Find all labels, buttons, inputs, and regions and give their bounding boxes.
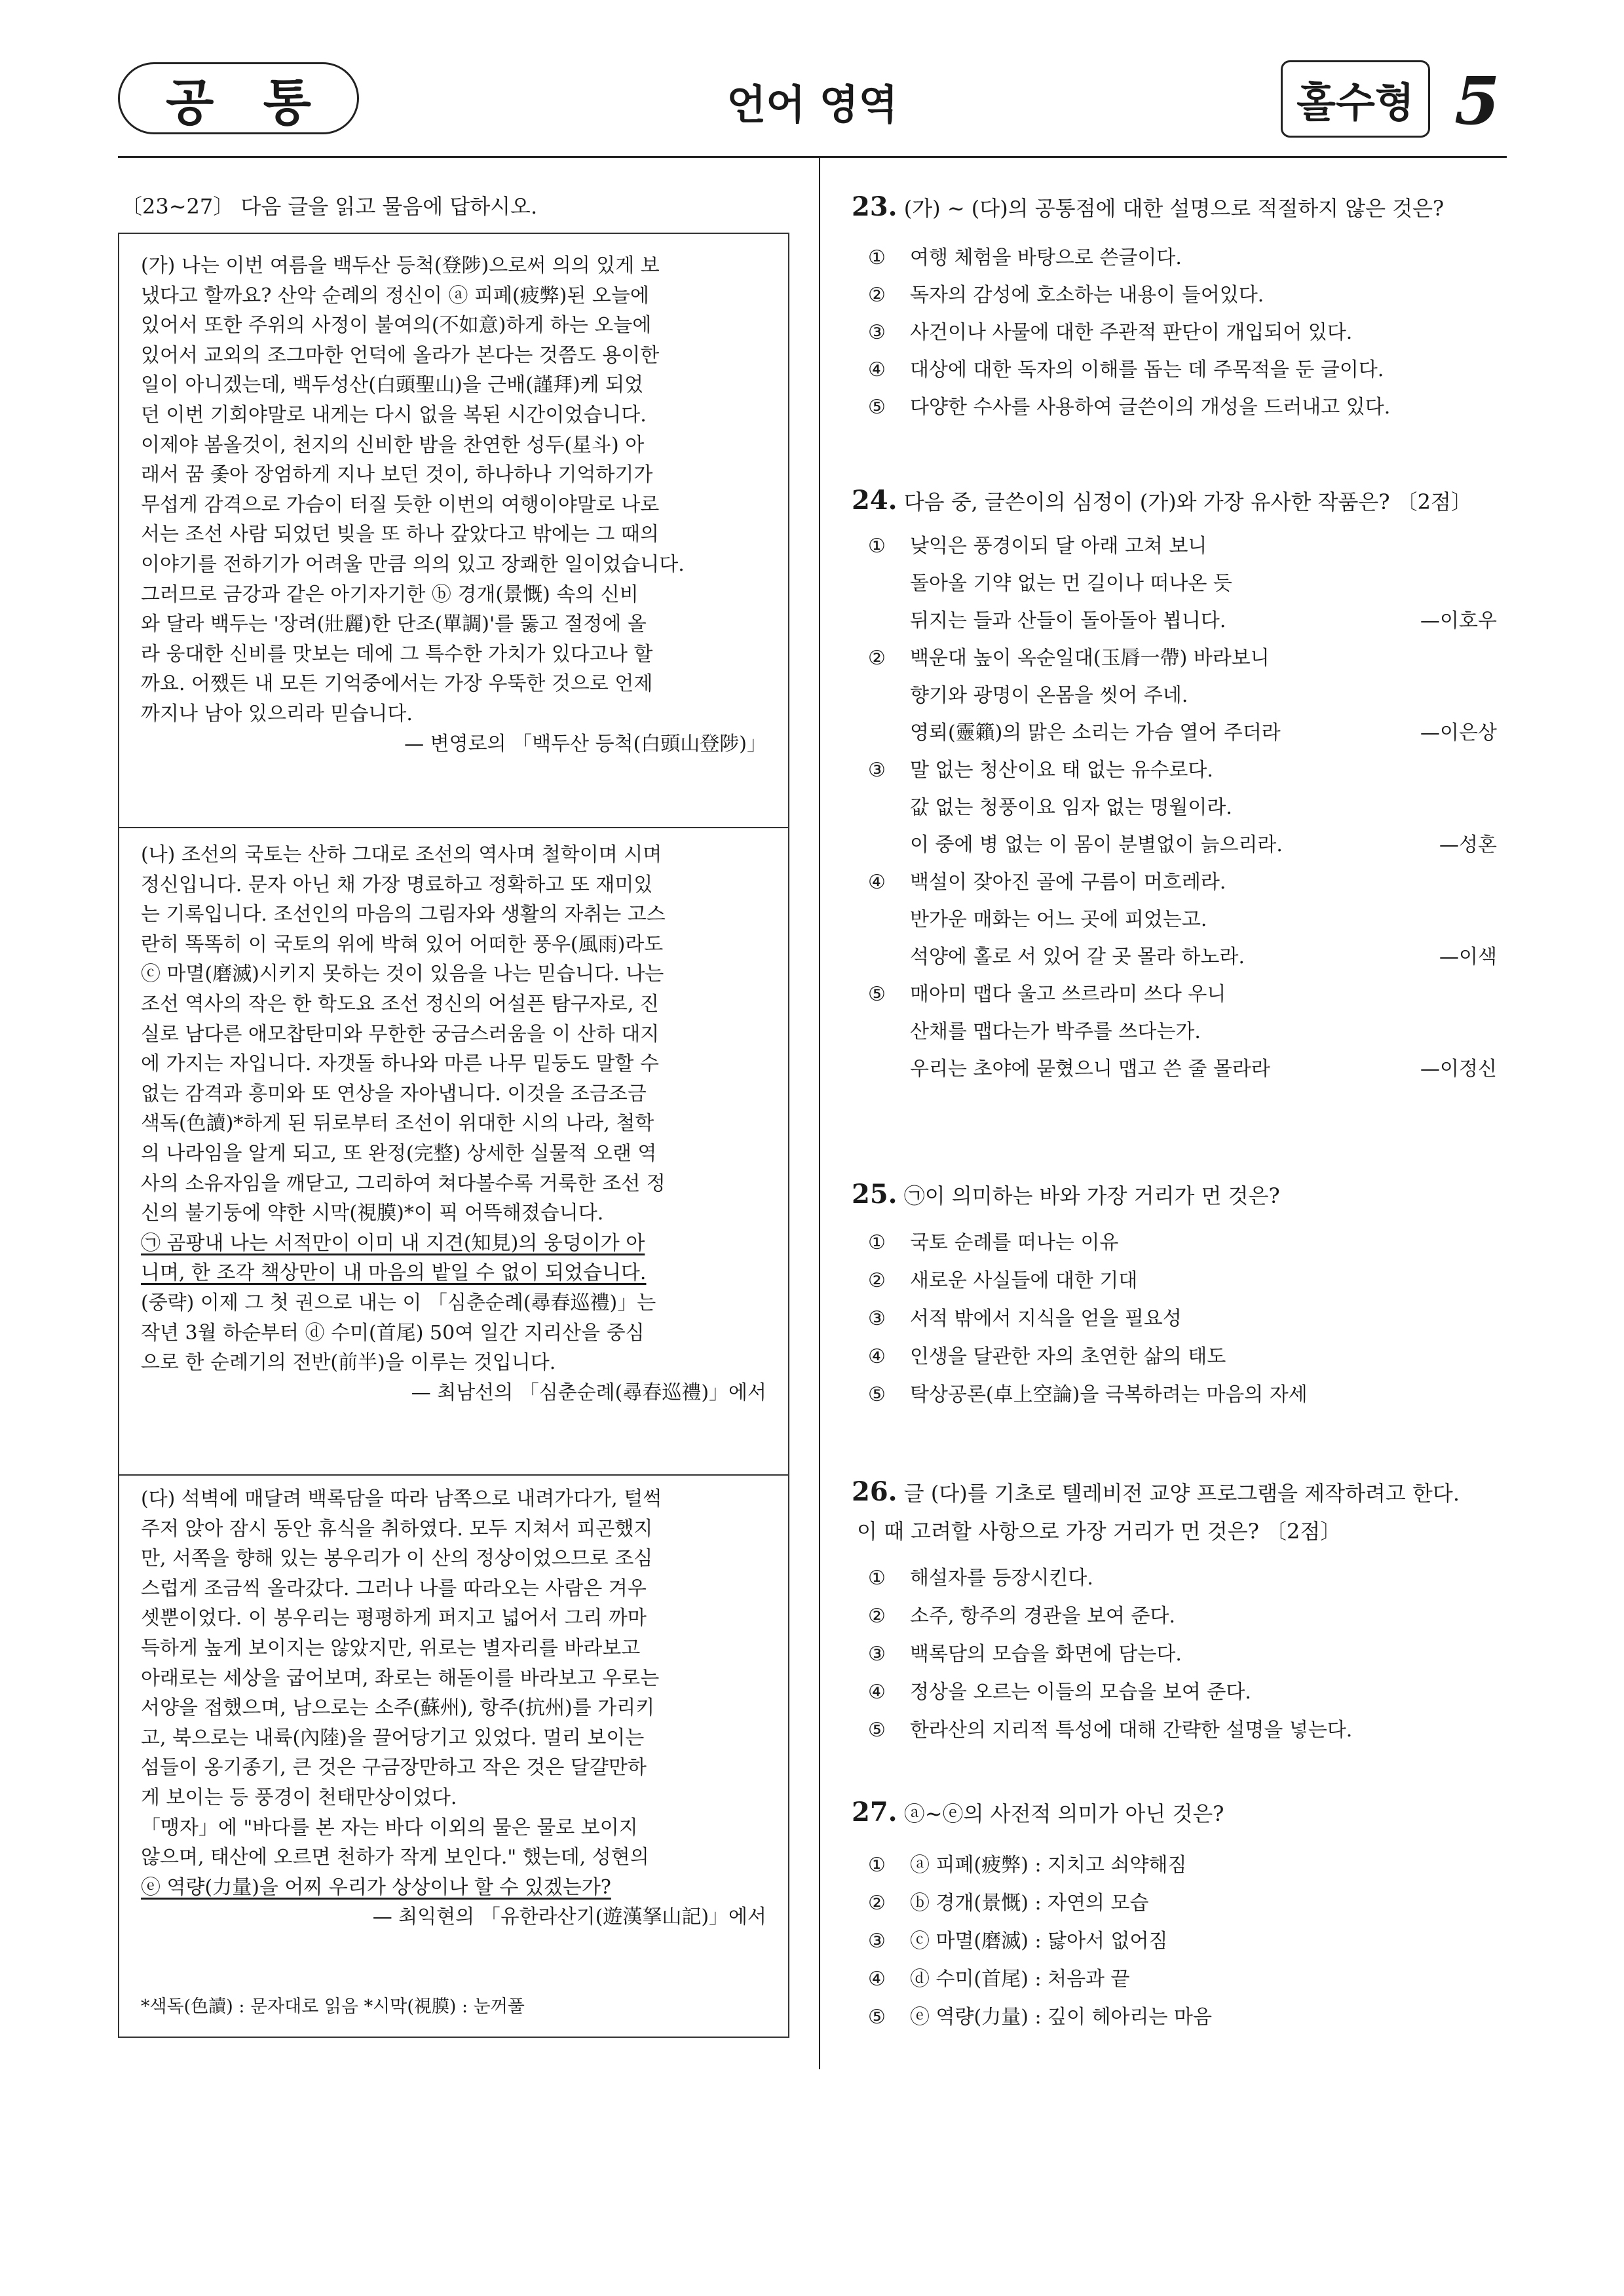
option[interactable]: ② 새로운 사실들에 대한 기대 (868, 1269, 1138, 1292)
question-number: 26. (852, 1476, 897, 1507)
poem-author: —성혼 (1439, 833, 1497, 856)
option[interactable]: ④ 인생을 달관한 자의 초연한 삶의 태도 (868, 1345, 1226, 1368)
passage-line: ⓒ 마멸(磨滅)시키지 못하는 것이 있음을 나는 믿습니다. 나는 (141, 963, 664, 986)
question-27 (852, 1795, 1507, 1831)
passage-separator (118, 1474, 789, 1476)
question-23 (852, 190, 1507, 225)
passage-line: 는 기록입니다. 조선인의 마음의 그림자와 생활의 자취는 고스 (141, 903, 666, 927)
passage-line: 이제야 봄올것이, 천지의 신비한 밤을 찬연한 성두(星斗) 아 (141, 433, 645, 457)
poem-author: —이호우 (1420, 609, 1497, 632)
header-rule (118, 156, 1507, 158)
q23-options (868, 239, 1497, 426)
passage-line: 서양을 접했으며, 남으로는 소주(蘇州), 항주(抗州)를 가리키 (141, 1696, 655, 1720)
option[interactable]: ④ ⓓ 수미(首尾) : 처음과 끝 (868, 1968, 1130, 1991)
passage-line: 일이 아니겠는데, 백두성산(白頭聖山)을 근배(謹拜)케 되었 (141, 373, 644, 397)
passage-na (141, 840, 766, 1407)
option[interactable]: ① 낮익은 풍경이되 달 아래 고쳐 보니 돌아올 기약 없는 먼 길이나 떠나온 듯 뒤지는 들과 산들이 돌아돌아 뵙니다. —이호우 (868, 527, 1497, 640)
form-type-badge: 홀수형 (1281, 60, 1430, 138)
passage-line: 그러므로 금강과 같은 아기자기한 ⓑ 경개(景慨) 속의 신비 (141, 583, 639, 606)
question-stem: 글 (다)를 기초로 텔레비전 교양 프로그램을 제작하려고 한다. (903, 1481, 1460, 1506)
passage-line: 없는 감격과 흥미와 또 연상을 자아냅니다. 이것을 조금조금 (141, 1082, 647, 1105)
page-number: 5 (1454, 62, 1500, 140)
question-25 (852, 1177, 1507, 1213)
option[interactable]: ① 국토 순례를 떠나는 이유 (868, 1231, 1119, 1254)
question-26 (852, 1473, 1507, 1550)
passage-line: 실로 남다른 애모찹탄미와 무한한 궁금스러움을 이 산하 대지 (141, 1022, 660, 1046)
passage-line: 득하게 높게 보이지는 않았지만, 위로는 별자리를 바라보고 (141, 1636, 641, 1660)
option[interactable]: ⑤ 매아미 맵다 울고 쓰르라미 쓰다 우니 산채를 맵다는가 박주를 쓰다는가. 우리는 초야에 묻혔으니 맵고 쓴 줄 몰라라 —이정신 (868, 976, 1497, 1088)
passage-line: 「맹자」에 "바다를 본 자는 바다 이외의 물은 물로 보이지 (141, 1816, 638, 1839)
question-number: 23. (852, 191, 897, 222)
option[interactable]: ③ 사건이나 사물에 대한 주관적 판단이 개입되어 있다. (868, 321, 1353, 344)
passage-line: 작년 3월 하순부터 ⓓ 수미(首尾) 50여 일간 지리산을 중심 (141, 1321, 645, 1345)
passage-line: 색독(色讀)*하게 된 뒤로부터 조선이 위대한 시의 나라, 철학 (141, 1112, 654, 1136)
passage-line: 란히 똑똑히 이 국토의 위에 박혀 있어 어떠한 풍우(風雨)라도 (141, 932, 664, 956)
passage-line: 서는 조선 사람 되었던 빚을 또 하나 갚았다고 밖에는 그 때의 (141, 523, 659, 546)
passage-line: (중략) 이제 그 첫 권으로 내는 이 「심춘순례(尋春巡禮)」는 (141, 1291, 656, 1314)
question-number: 24. (852, 485, 897, 516)
underlined-passage-line: ㉠ 곰팡내 나는 서적만이 이미 내 지견(知見)의 웅덩이가 아 (141, 1231, 645, 1255)
passage-line: 사의 소유자임을 깨닫고, 그리하여 쳐다볼수록 거룩한 조선 정 (141, 1172, 666, 1195)
question-stem: ㉠이 의미하는 바와 가장 거리가 먼 것은? (903, 1183, 1280, 1208)
option[interactable]: ⑤ ⓔ 역량(力量) : 깊이 헤아리는 마음 (868, 2006, 1212, 2029)
q26-options (868, 1559, 1497, 1750)
passage-source: — 변영로의 「백두산 등척(白頭山登陟)」 (404, 732, 766, 756)
passage-line: 무섭게 감격으로 가슴이 터질 듯한 이번의 여행이야말로 나로 (141, 493, 660, 516)
question-stem-continued: 이 때 고려할 사항으로 가장 거리가 먼 것은? 〔2점〕 (857, 1519, 1342, 1544)
passage-line: 이야기를 전하기가 어려울 만큼 의의 있고 장쾌한 일이었습니다. (141, 552, 685, 576)
option[interactable]: ③ ⓒ 마멸(磨滅) : 닳아서 없어짐 (868, 1930, 1168, 1953)
option[interactable]: ② 소주, 항주의 경관을 보여 준다. (868, 1605, 1175, 1628)
passage-line: 와 달라 백두는 '장려(壯麗)한 단조(單調)'를 뚫고 절정에 올 (141, 613, 647, 636)
passage-line: 스럽게 조금씩 올라갔다. 그러나 나를 따라오는 사람은 겨우 (141, 1577, 647, 1600)
passage-line: 않으며, 태산에 오르면 천하가 작게 보인다." 했는데, 성현의 (141, 1846, 649, 1869)
question-24 (852, 484, 1507, 519)
option[interactable]: ③ 말 없는 청산이요 태 없는 유수로다. 값 없는 청풍이요 임자 없는 명월이라. 이 중에 병 없는 이 몸이 분별없이 늙으리라. —성혼 (868, 752, 1497, 864)
q24-options (868, 527, 1497, 1088)
passage-line: 던 이번 기회야말로 내게는 다시 없을 복된 시간이었습니다. (141, 403, 647, 427)
subject-badge (118, 62, 359, 134)
q27-options (868, 1846, 1497, 2037)
passage-ga (141, 251, 766, 759)
passage-line: 으로 한 순례기의 전반(前半)을 이루는 것입니다. (141, 1351, 556, 1375)
passage-line: 에 가지는 자입니다. 자갯돌 하나와 마른 나무 밑둥도 말할 수 (141, 1052, 659, 1076)
question-stem: (가) ∼ (다)의 공통점에 대한 설명으로 적절하지 않은 것은? (903, 196, 1445, 221)
poem-author: —이은상 (1420, 721, 1497, 744)
question-stem: 다음 중, 글쓴이의 심정이 (가)와 가장 유사한 작품은? 〔2점〕 (903, 489, 1472, 514)
passage-da (141, 1484, 766, 1932)
question-number: 25. (852, 1179, 897, 1210)
passage-line: 셋뿐이었다. 이 봉우리는 평평하게 퍼지고 넓어서 그리 까마 (141, 1607, 647, 1630)
subject-right: 통 (263, 73, 311, 132)
option[interactable]: ② ⓑ 경개(景慨) : 자연의 모습 (868, 1892, 1149, 1915)
underlined-passage-line: 니며, 한 조각 책상만이 내 마음의 밭일 수 없이 되었습니다. (141, 1261, 647, 1285)
passage-line: 섬들이 옹기종기, 큰 것은 구금장만하고 작은 것은 달걀만하 (141, 1756, 647, 1780)
passage-line: 조선 역사의 작은 한 학도요 조선 정신의 어설픈 탐구자로, 진 (141, 992, 659, 1016)
q25-options (868, 1224, 1497, 1414)
option[interactable]: ③ 서적 밖에서 지식을 얻을 필요성 (868, 1307, 1182, 1330)
passage-line: 만, 서쪽을 향해 있는 봉우리가 이 산의 정상이었으므로 조심 (141, 1547, 653, 1571)
passage-separator (118, 827, 789, 828)
passage-source: — 최익현의 「유한라산기(遊漢拏山記)」에서 (372, 1905, 766, 1929)
passage-line: 게 보이는 등 풍경이 천태만상이었다. (141, 1786, 457, 1809)
option[interactable]: ④ 정상을 오르는 이들의 모습을 보여 준다. (868, 1681, 1251, 1704)
subject-left: 공 (166, 73, 214, 132)
page-title: 언어 영역 (727, 81, 898, 128)
passage-line: 의 나라임을 알게 되고, 또 완정(完整) 상세한 실물적 오랜 역 (141, 1141, 657, 1165)
passage-line: 있어서 교외의 조그마한 언덕에 올라가 본다는 것쯤도 용이한 (141, 343, 660, 367)
option[interactable]: ③ 백록담의 모습을 화면에 담는다. (868, 1643, 1182, 1666)
passage-line: 라 웅대한 신비를 맛보는 데에 그 특수한 가치가 있다고나 할 (141, 642, 653, 666)
passage-source: — 최남선의 「심춘순례(尋春巡禮)」에서 (411, 1381, 766, 1404)
option[interactable]: ④ 백설이 잦아진 골에 구름이 머흐레라. 반가운 매화는 어느 곳에 피었는고. 석양에 홀로 서 있어 갈 곳 몰라 하노라. —이색 (868, 864, 1497, 976)
question-number: 27. (852, 1797, 897, 1827)
footnote: *색독(色讀) : 문자대로 읽음 *시막(視膜) : 눈꺼풀 (141, 1997, 525, 2017)
option[interactable]: ⑤ 탁상공론(卓上空論)을 극복하려는 마음의 자세 (868, 1383, 1308, 1406)
poem-author: —이정신 (1420, 1058, 1497, 1081)
option[interactable]: ① 여행 체험을 바탕으로 쓴글이다. (868, 246, 1182, 269)
poem-author: —이색 (1439, 946, 1497, 968)
option[interactable]: ② 독자의 감성에 호소하는 내용이 들어있다. (868, 284, 1264, 307)
passage-line: 까지나 남아 있으리라 믿습니다. (141, 702, 413, 725)
passage-line: 있어서 또한 주위의 사정이 불여의(不如意)하게 하는 오늘에 (141, 314, 652, 337)
passage-line: (가) 나는 이번 여름을 백두산 등척(登陟)으로써 의의 있게 보 (141, 254, 660, 277)
passage-line: 냈다고 할까요? 산악 순례의 정신이 ⓐ 피폐(疲弊)된 오늘에 (141, 284, 649, 307)
passage-line: 래서 꿈 좇아 장엄하게 지나 보던 것이, 하나하나 기억하기가 (141, 463, 653, 487)
passage-line: (나) 조선의 국토는 산하 그대로 조선의 역사며 철학이며 시며 (141, 843, 662, 866)
passage-line: 아래로는 세상을 굽어보며, 좌로는 해돋이를 바라보고 우로는 (141, 1666, 660, 1690)
intro-instruction: 〔23∼27〕 다음 글을 읽고 물음에 답하시오. (121, 194, 538, 219)
option[interactable]: ⑤ 다양한 수사를 사용하여 글쓴이의 개성을 드러내고 있다. (868, 396, 1391, 419)
column-divider (819, 156, 820, 2069)
passage-line: 정신입니다. 문자 아닌 채 가장 명료하고 정확하고 또 재미있 (141, 873, 653, 896)
passage-line: 까요. 어쨌든 내 모든 기억중에서는 가장 우뚝한 것으로 언제 (141, 672, 653, 696)
passage-line: 주저 앉아 잠시 동안 휴식을 취하였다. 모두 지쳐서 피곤했지 (141, 1517, 653, 1540)
passage-line: 고, 북으로는 내륙(內陸)을 끌어당기고 있었다. 멀리 보이는 (141, 1726, 645, 1750)
passage-line: 신의 불기둥에 약한 시막(視膜)*이 픽 어뜩해졌습니다. (141, 1202, 604, 1225)
option[interactable]: ② 백운대 높이 옥순일대(玉脣一帶) 바라보니 향기와 광명이 온몸을 씻어 주네. 영뢰(靈籟)의 맑은 소리는 가슴 열어 주더라 —이은상 (868, 640, 1497, 752)
passage-line: (다) 석벽에 매달려 백록담을 따라 남쪽으로 내려가다가, 털썩 (141, 1487, 662, 1510)
option[interactable]: ④ 대상에 대한 독자의 이해를 돕는 데 주목적을 둔 글이다. (868, 358, 1384, 381)
option[interactable]: ① 해설자를 등장시킨다. (868, 1567, 1093, 1590)
option[interactable]: ⑤ 한라산의 지리적 특성에 대해 간략한 설명을 넣는다. (868, 1719, 1353, 1742)
passage-line: ⓔ 역량(力量)을 어찌 우리가 상상이나 할 수 있겠는가? (141, 1875, 611, 1899)
question-stem: ⓐ∼ⓔ의 사전적 의미가 아닌 것은? (903, 1801, 1224, 1826)
option[interactable]: ① ⓐ 피폐(疲弊) : 지치고 쇠약해짐 (868, 1854, 1187, 1877)
